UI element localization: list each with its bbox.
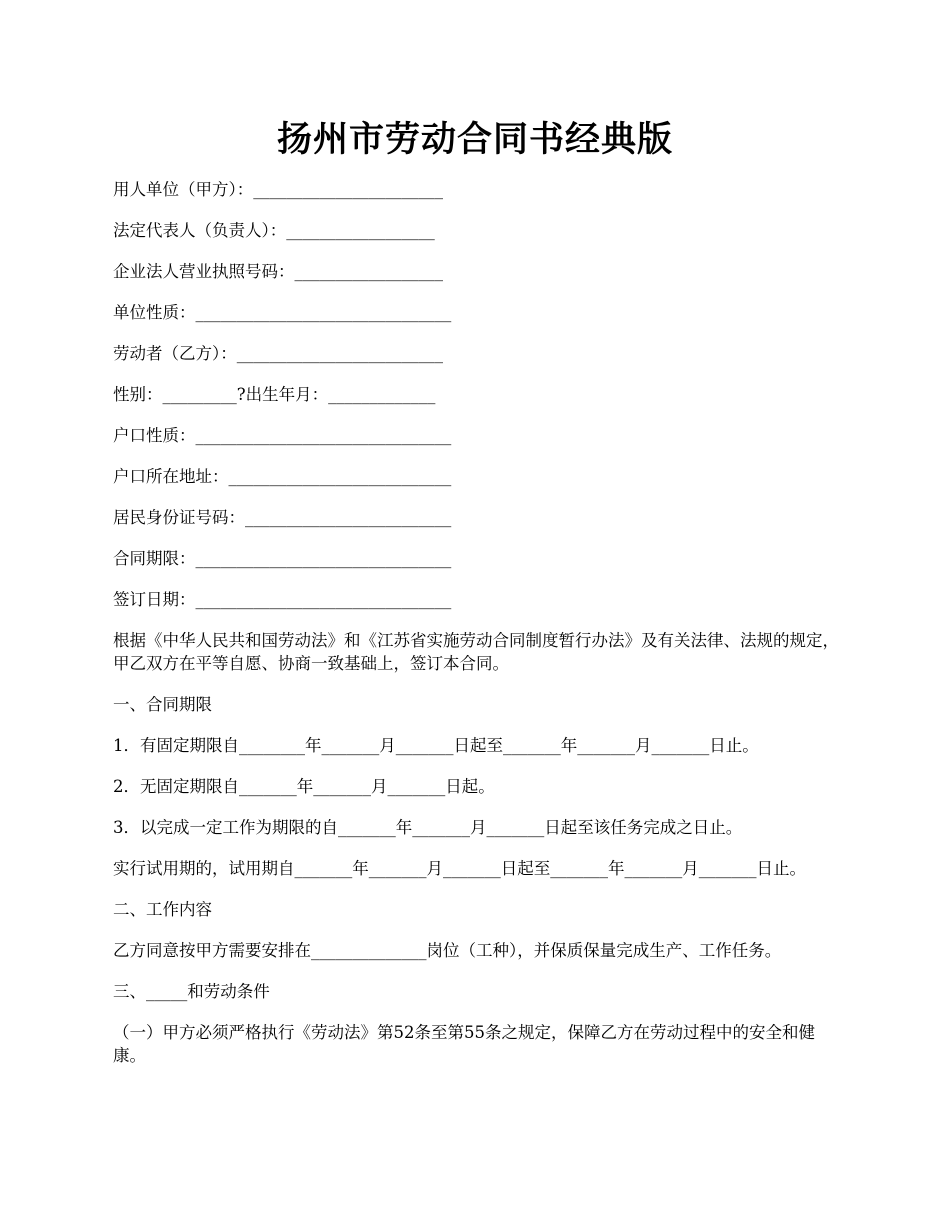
document-body (113, 178, 843, 1085)
contract-term-task: 3．以完成一定工作为期限的自_______年_______月_______日起至该任务完成之日止。 (113, 818, 743, 837)
section-heading-contract-term: 一、合同期限 (113, 695, 212, 714)
contract-term-open: 2．无固定期限自_______年_______月_______日起。 (113, 777, 495, 796)
field-signing-date: 签订日期：_______________________________ (113, 590, 452, 609)
probation-paragraph: 实行试用期的，试用期自_______年_______月_______日起至_______年_______月_______日止。 (113, 859, 806, 878)
field-business-license-number: 企业法人营业执照号码：__________________ (113, 262, 443, 281)
work-content-paragraph: 乙方同意按甲方需要安排在______________岗位（工种），并保质保量完成生产、工作任务。 (113, 941, 782, 960)
intro-paragraph: 根据《中华人民共和国劳动法》和《江苏省实施劳动合同制度暂行办法》及有关法律、法规的规定，甲乙双方在平等自愿、协商一致基础上，签订本合同。 (113, 631, 839, 673)
field-id-number: 居民身份证号码：_________________________ (113, 508, 452, 527)
field-household-type: 户口性质：_______________________________ (113, 426, 452, 445)
field-unit-nature: 单位性质：_______________________________ (113, 303, 452, 322)
field-household-address: 户口所在地址：___________________________ (113, 467, 452, 486)
section-heading-work-content: 二、工作内容 (113, 900, 212, 919)
field-employee: 劳动者（乙方）：_________________________ (113, 344, 443, 363)
contract-term-fixed: 1．有固定期限自________年_______月_______日起至_______年_______月_______日止。 (113, 736, 759, 755)
document-title: 扬州市劳动合同书经典版 (276, 120, 673, 160)
labor-conditions-item-1: （一）甲方必须严格执行《劳动法》第52条至第55条之规定，保障乙方在劳动过程中的安全和健康。 (113, 1023, 815, 1065)
field-gender-birth: 性别：_________?出生年月：_____________ (113, 385, 436, 404)
section-heading-labor-conditions: 三、_____和劳动条件 (113, 982, 270, 1001)
field-legal-representative: 法定代表人（负责人）：__________________ (113, 221, 435, 240)
field-contract-term: 合同期限：_______________________________ (113, 549, 452, 568)
field-employer: 用人单位（甲方）：_______________________ (113, 180, 443, 199)
